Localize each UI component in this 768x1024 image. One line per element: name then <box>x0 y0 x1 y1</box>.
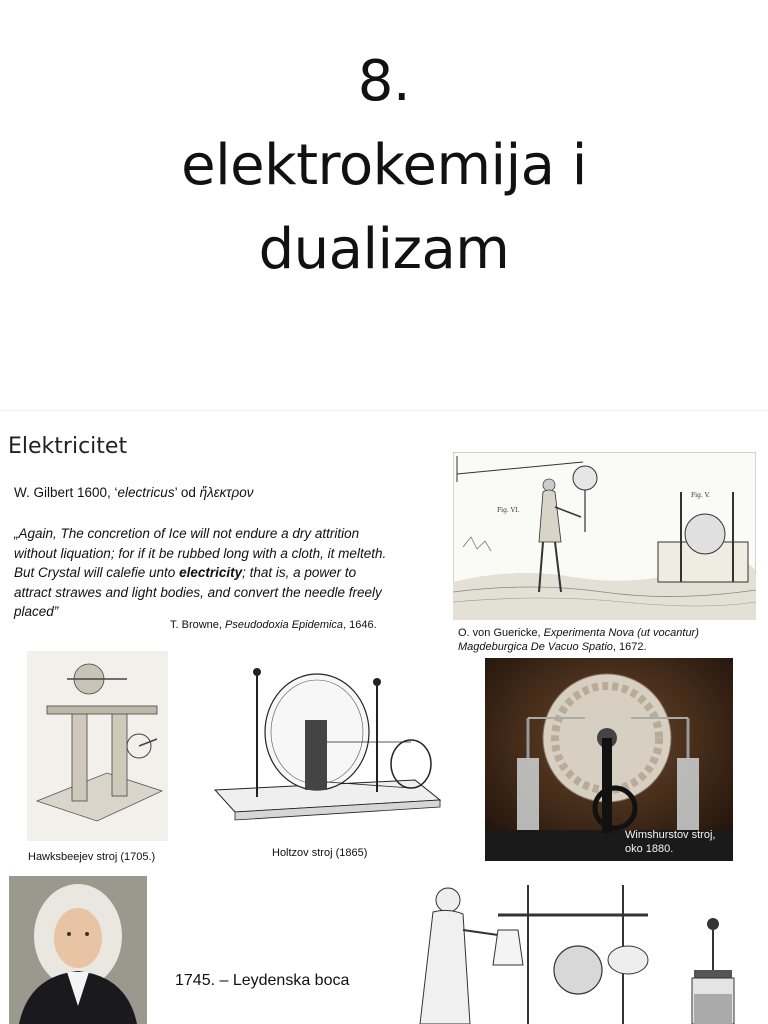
hawksbee-caption: Hawksbeejev stroj (1705.) <box>28 851 156 863</box>
quote-before: „Again, The concretion of Ice will not endure a dry attrition without liquation; for if it be rubbed long with a cloth, it melteth. But Crystal will calefie unto <box>14 526 387 580</box>
gilbert-suffix: ’ od <box>174 485 200 500</box>
quote-source-author: T. Browne, <box>170 619 226 631</box>
guericke-year: , 1672. <box>612 641 647 653</box>
quote-bold: electricity <box>179 565 243 580</box>
guericke-work: Experimenta Nova (ut vocantur) Magdeburgica De Vacuo Spatio <box>458 627 699 653</box>
wimshurst-caption-line1: Wimshurstov stroj, <box>625 829 716 841</box>
guericke-engraving <box>453 452 756 620</box>
leyden-jar-illustration <box>682 912 744 1024</box>
slide-divider <box>0 410 768 411</box>
quote-after: ; that is, a power to attract strawes and light bodies, and convert the needle freely placed” <box>14 565 382 619</box>
gilbert-term: electricus <box>117 485 175 500</box>
gilbert-line <box>14 485 253 500</box>
leyden-caption: 1745. – Leydenska boca <box>175 972 350 989</box>
gilbert-greek: ἤλεκτρον <box>199 485 254 500</box>
holtz-illustration <box>205 662 450 838</box>
title-number: 8. <box>357 49 411 114</box>
title-line-2: elektrokemija i <box>181 133 587 198</box>
portrait-photo <box>9 876 147 1024</box>
browne-quote <box>14 524 394 622</box>
title-line-3: dualizam <box>258 217 510 282</box>
leyden-experiment-engraving <box>378 880 660 1024</box>
holtz-caption: Holtzov stroj (1865) <box>272 847 368 859</box>
quote-source-work: Pseudodoxia Epidemica <box>225 619 344 631</box>
guericke-author: O. von Guericke, <box>458 627 544 639</box>
gilbert-prefix: W. Gilbert 1600, ‘ <box>14 485 118 500</box>
fig-label-a: Fig. VI. <box>497 507 520 514</box>
section-heading: Elektricitet <box>8 434 128 459</box>
slide-title <box>0 40 768 292</box>
quote-source <box>170 619 377 631</box>
wimshurst-caption <box>625 828 715 856</box>
hawksbee-illustration <box>27 651 168 841</box>
fig-label-b: Fig. V. <box>691 492 710 499</box>
wimshurst-photo <box>485 658 733 861</box>
quote-source-year: , 1646. <box>343 619 377 631</box>
wimshurst-caption-line2: oko 1880. <box>625 843 674 855</box>
guericke-caption <box>458 626 758 654</box>
